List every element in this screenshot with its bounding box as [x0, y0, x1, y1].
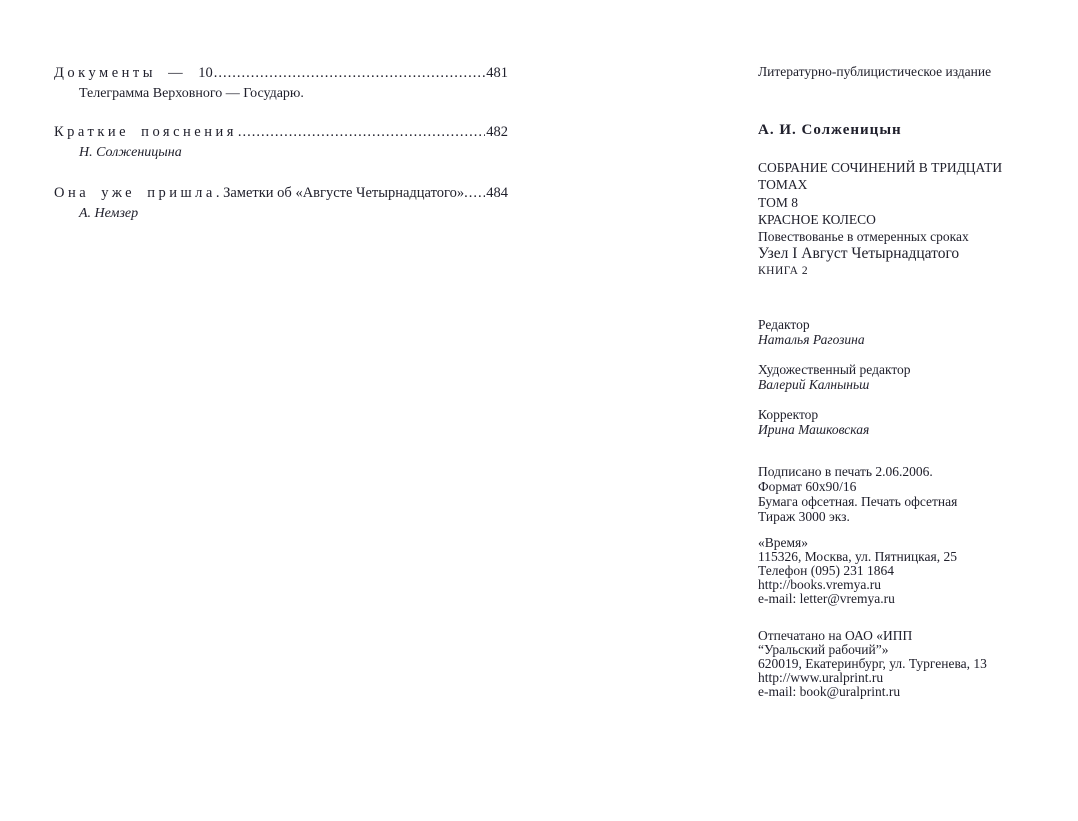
work-title: КРАСНОЕ КОЛЕСО [758, 211, 876, 227]
volume-number: ТОМ 8 [758, 194, 798, 210]
printer-website: http://www.uralprint.ru [758, 670, 884, 685]
dot-leader [214, 63, 486, 83]
toc-title-spaced: Краткие пояснения [54, 124, 237, 140]
printer-address: 620019, Екатеринбург, ул. Тургенева, 13 [758, 656, 987, 671]
toc-entry-author: Н. Солженицына [79, 145, 182, 160]
table-of-contents [54, 63, 508, 239]
toc-title-spaced: Документы — [54, 65, 199, 81]
author-name: А. И. Солженицын [758, 122, 902, 138]
staff-editor [758, 317, 1048, 347]
print-paper: Бумага офсетная. Печать офсетная [758, 494, 958, 509]
toc-page-number: 484 [486, 185, 508, 201]
staff-credits [758, 317, 1048, 452]
publisher-phone: Телефон (095) 231 1864 [758, 563, 894, 578]
toc-entry-line [54, 122, 508, 142]
printer-info [758, 629, 1048, 699]
toc-entry-documents [54, 63, 508, 104]
publisher-name: «Время» [758, 535, 808, 550]
toc-title-rest: . Заметки об «Августе Четырнадцатого». [215, 185, 468, 201]
print-circulation: Тираж 3000 экз. [758, 509, 850, 524]
publisher-website: http://books.vremya.ru [758, 577, 881, 592]
staff-proofreader [758, 407, 1048, 437]
staff-art-editor [758, 362, 1048, 392]
edition-note: Литературно-публицистическое издание [758, 64, 992, 79]
book-number: КНИГА 2 [758, 264, 809, 277]
staff-role: Корректор [758, 407, 819, 422]
toc-entry-notes [54, 122, 508, 163]
collection-title: СОБРАНИЕ СОЧИНЕНИЙ В ТРИДЦАТИ ТОМАХ [758, 160, 1003, 193]
toc-entry-essay [54, 183, 508, 224]
toc-page-number: 481 [486, 65, 508, 81]
toc-title-rest: 10 [198, 65, 213, 81]
toc-entry-subtitle: Телеграмма Верховного — Государю. [79, 86, 304, 101]
dot-leader [469, 183, 486, 203]
publisher-address: 115326, Москва, ул. Пятницкая, 25 [758, 549, 957, 564]
publisher-email: e-mail: letter@vremya.ru [758, 591, 895, 606]
toc-entry-title [54, 122, 237, 142]
staff-name: Наталья Рагозина [758, 332, 865, 347]
toc-page-number: 482 [486, 124, 508, 140]
publisher-info [758, 536, 1048, 606]
node-title: Узел I Август Четырнадцатого [758, 245, 960, 263]
title-block [758, 159, 1048, 280]
print-format: Формат 60х90/16 [758, 479, 857, 494]
toc-entry-title [54, 63, 213, 83]
staff-role: Редактор [758, 317, 810, 332]
staff-name: Ирина Машковская [758, 422, 870, 437]
toc-entry-title [54, 183, 468, 203]
toc-entry-author: А. Немзер [79, 206, 139, 221]
printer-name-line2: “Уральский рабочий”» [758, 642, 889, 657]
toc-title-spaced: Она уже пришла [54, 185, 216, 201]
printer-name-line1: Отпечатано на ОАО «ИПП [758, 628, 913, 643]
staff-role: Художественный редактор [758, 362, 911, 377]
print-run-info [758, 464, 1048, 524]
toc-entry-line [54, 183, 508, 203]
print-signed-date: Подписано в печать 2.06.2006. [758, 464, 933, 479]
printer-email: e-mail: book@uralprint.ru [758, 684, 901, 699]
dot-leader [238, 122, 485, 142]
staff-name: Валерий Калныньш [758, 377, 870, 392]
work-subtitle: Повествованье в отмеренных сроках [758, 229, 969, 245]
toc-entry-line [54, 63, 508, 83]
